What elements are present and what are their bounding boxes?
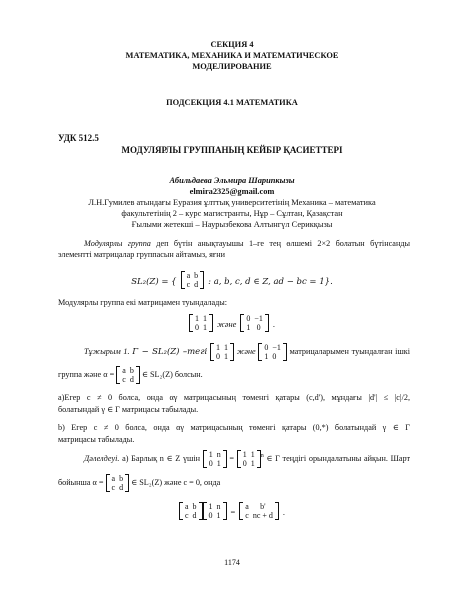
- matrix-alpha: a b c d: [106, 474, 130, 492]
- equation-generators: 1 1 0 1 және 0 −1 1 0 .: [0, 314, 464, 332]
- generators-sentence: Модулярлы группа екі матрицамен туындалады:: [58, 298, 228, 307]
- equation-lhs: SL₂(Z) = {: [131, 277, 177, 287]
- section-heading-line2: МАТЕМАТИКА, МЕХАНИКА И МАТЕМАТИЧЕСКОЕ: [125, 51, 339, 60]
- matrix-abcd: a b c d: [181, 271, 205, 289]
- udk-code: УДК 512.5: [58, 133, 99, 143]
- matrix-s: 0 −1 1 0: [240, 314, 269, 332]
- item-b-line1: b) Егер c ≠ 0 болса, онда αγ матрицасының төменгі қатары (0,*) болатындай γ ∈ Γ: [58, 423, 410, 432]
- equation-product: a b c d 1 n 0 1 = a b' c nc + d .: [0, 502, 464, 520]
- author-affiliation-line2: факультетінің 2 – курс магистранты, Нұр – Сұлтан, Қазақстан: [121, 209, 343, 218]
- equation-sl2z: [0, 271, 464, 289]
- item-a-line1: а)Егер c ≠ 0 болса, онда αγ матрицасының төменгі қатары (c,d'), мұндағы |d'| ≤ |c|/2,: [58, 393, 410, 402]
- matrix-alpha: a b c d: [116, 366, 140, 384]
- scientific-advisor: Ғылыми жетекші – Наурызбекова Алтынгүл Серикқызы: [131, 220, 333, 229]
- matrix-s: 0 −1 1 0: [258, 343, 287, 361]
- author-name: Абильдаева Эльмира Шарипкызы: [169, 176, 295, 185]
- matrix-t: 1 1 0 1: [210, 343, 234, 361]
- item-b-line2: матрицасы табылады.: [58, 435, 135, 444]
- matrix-alpha: a b c d: [179, 502, 203, 520]
- subsection-heading: ПОДСЕКЦИЯ 4.1 МАТЕМАТИКА: [166, 98, 298, 107]
- definition-text: деп бүтін анықтауышы 1–ге тең өлшемі 2×2 болатын бүтінсанды элементті матрицалар группасын айтамыз, яғни: [58, 239, 410, 259]
- matrix-result: a b' c nc + d: [239, 502, 279, 520]
- theorem-line1: Тұжырым 1. Γ − SL₂(Z) –тегі 1 1 0 1 және 0 −1 1 0 матрицаларымен туындалған ішкі: [84, 343, 411, 361]
- author-affiliation-line1: Л.Н.Гумилев атындағы Еуразия ұлттық университетінің Механика – математика: [88, 198, 376, 207]
- theorem-label: Тұжырым 1.: [84, 346, 130, 356]
- definition-paragraph: [58, 238, 410, 260]
- item-a-line2: болатындай γ ∈ Γ матрицасы табылады.: [58, 405, 199, 414]
- proof-line2: бойынша α = a b c d ∈ SL₂(Z) және c = 0, онда: [58, 474, 221, 492]
- matrix-t: 1 1 0 1: [189, 314, 213, 332]
- author-email: elmira2325@gmail.com: [189, 187, 275, 196]
- proof-line1: Дәлелдеуі. а) Барлық n ∈ Z үшін 1 n 0 1 = 1 1 0 1 $^n$ ∈ Γ теңдігі орындалатыны айқын. Шарт: [84, 450, 411, 468]
- section-heading-line1: СЕКЦИЯ 4: [210, 40, 254, 49]
- article-title: МОДУЛЯРЛЫ ГРУППАНЫҢ КЕЙБІР ҚАСИЕТТЕРІ: [121, 145, 343, 155]
- term-modular-group: Модулярлы группа: [84, 239, 151, 248]
- matrix-t-power: 1 n 0 1: [203, 450, 227, 468]
- theorem-line2: группа және α = a b c d ∈ SL₂(Z) болсын.: [58, 366, 203, 384]
- matrix-t-power: 1 n 0 1: [203, 502, 227, 520]
- conjunction: және: [217, 320, 237, 329]
- page-number: 1174: [224, 558, 240, 567]
- proof-label: Дәлелдеуі.: [84, 453, 120, 463]
- matrix-t: 1 1 0 1: [237, 450, 261, 468]
- section-heading-line3: МОДЕЛИРОВАНИЕ: [192, 62, 272, 71]
- equation-rhs: : a, b, c, d ∈ Z, ad − bc = 1}.: [208, 277, 333, 287]
